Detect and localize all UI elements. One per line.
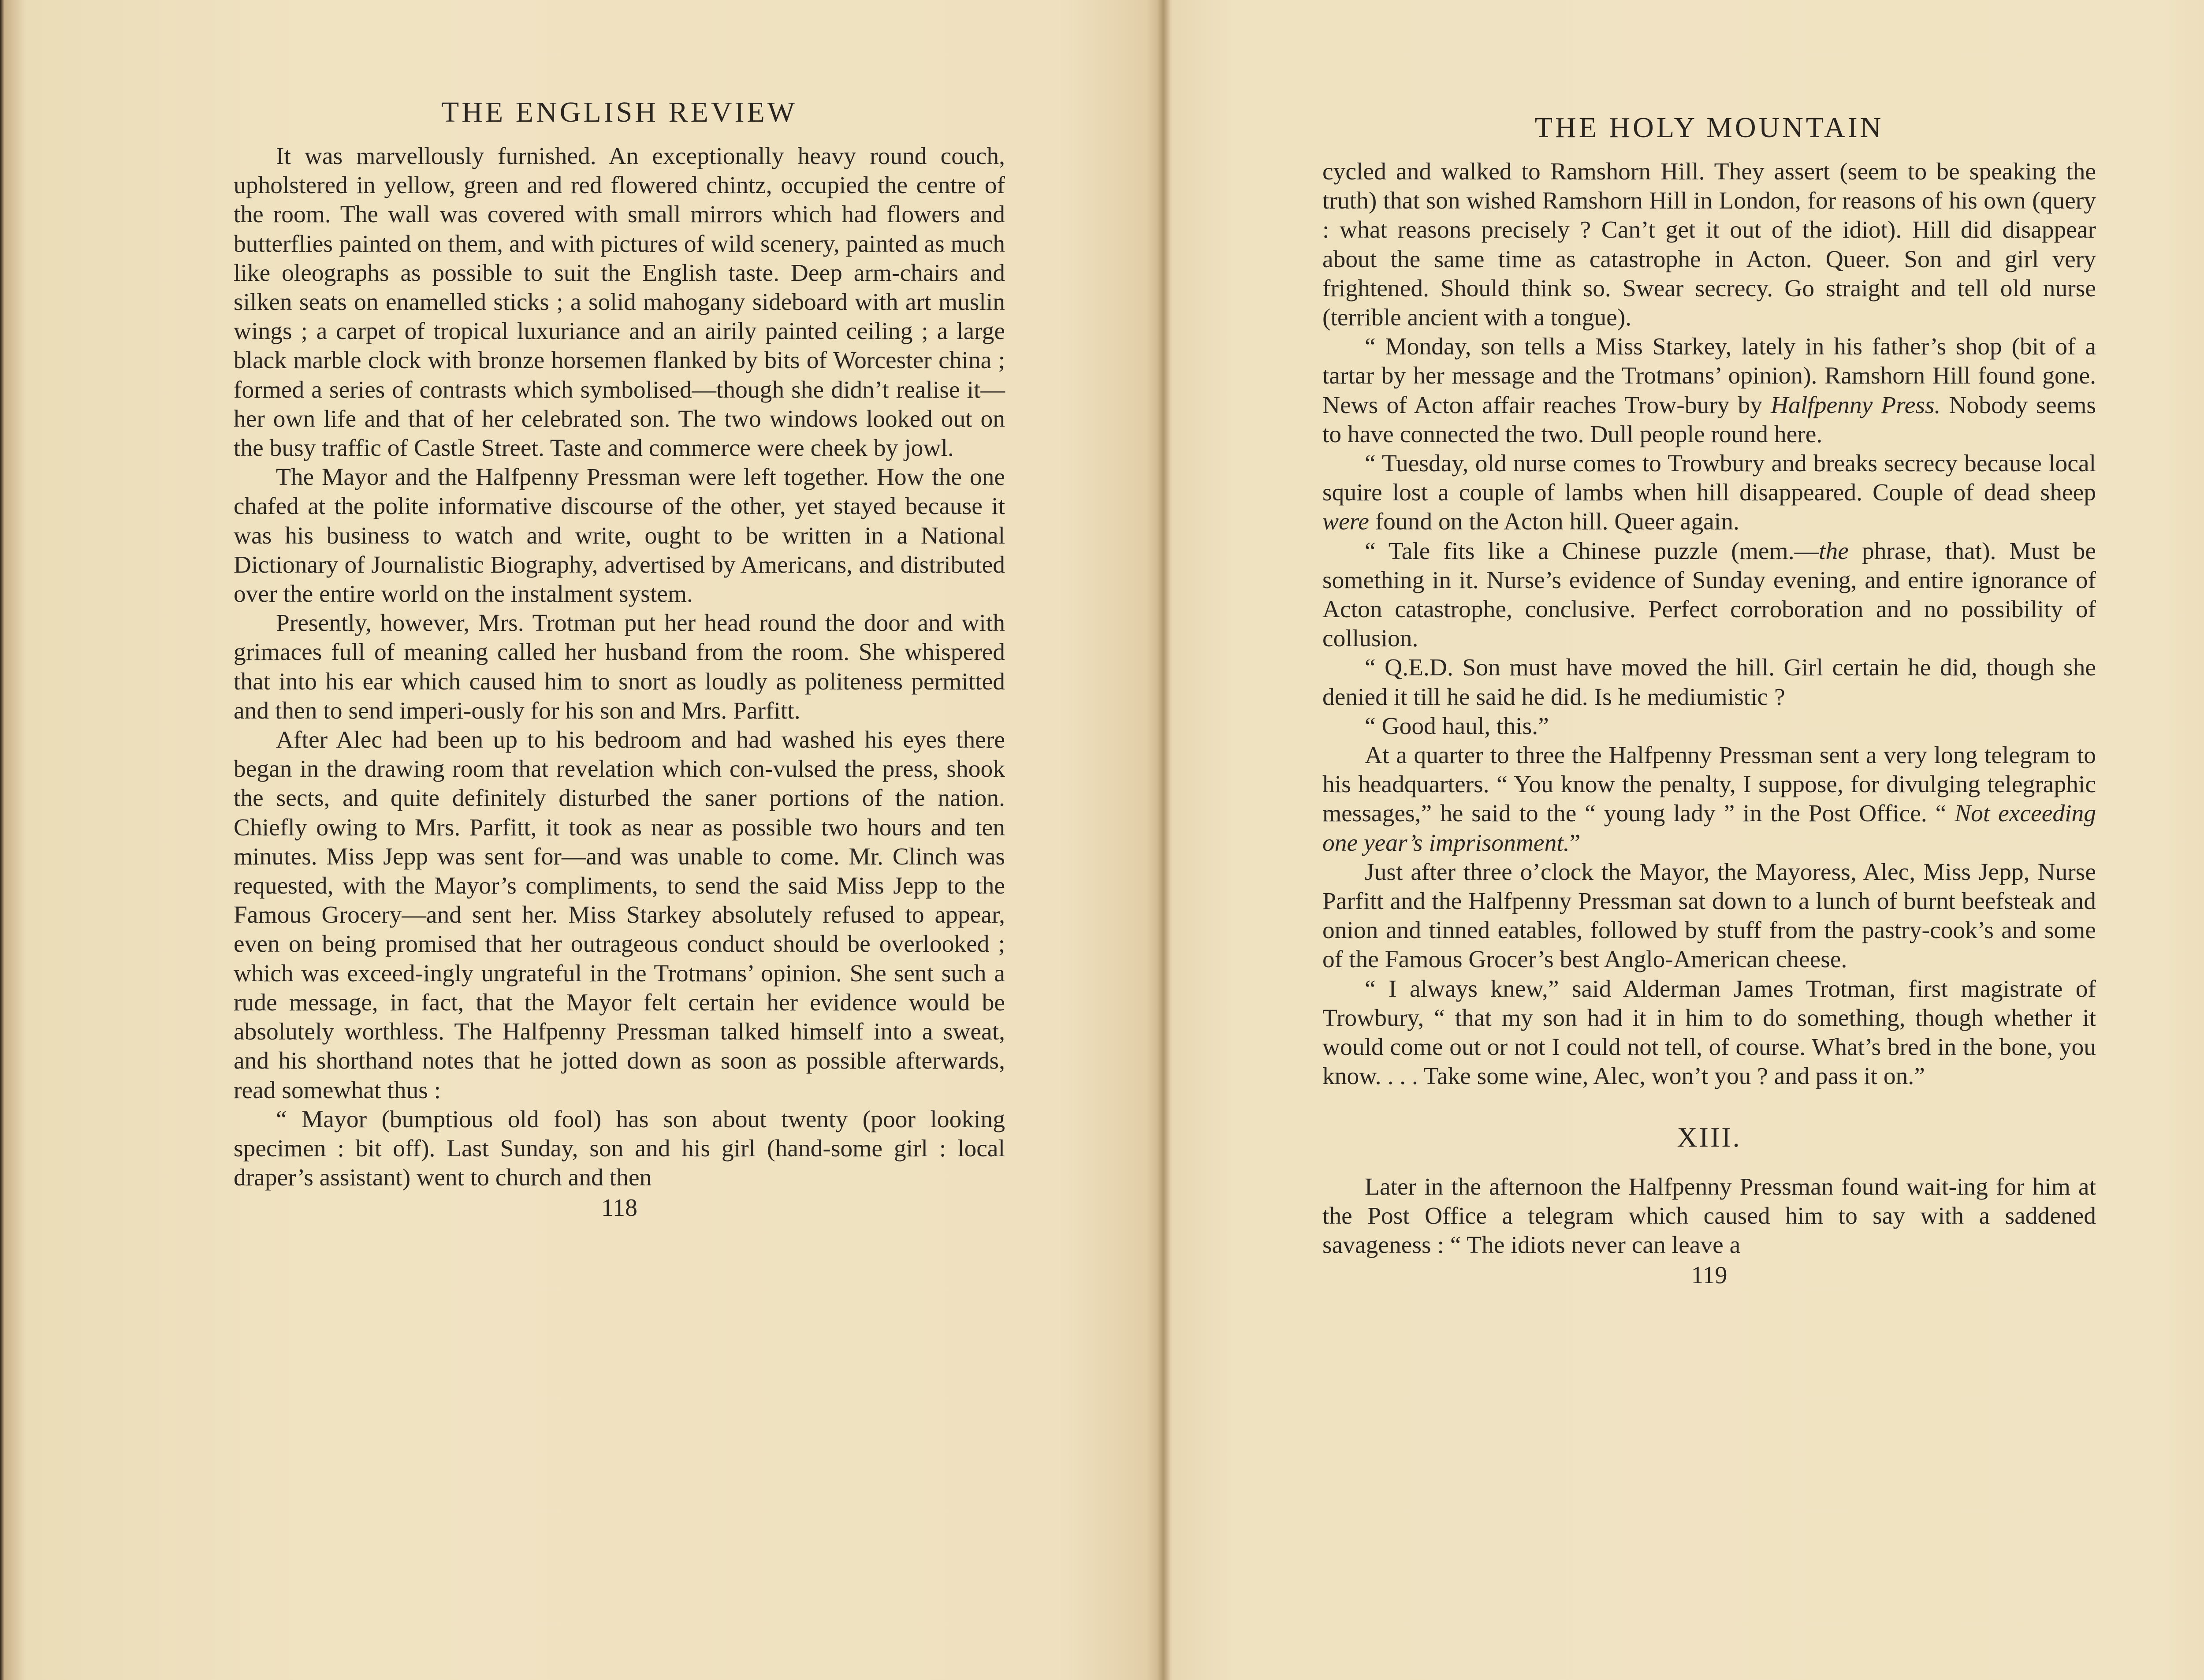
text-run: “ Tale fits like a Chinese puzzle (mem.— bbox=[1365, 537, 1819, 565]
text-run: found on the Acton hill. Queer again. bbox=[1369, 508, 1739, 536]
text-run: ” bbox=[1569, 829, 1581, 857]
paragraph: It was marvellously furnished. An exceptionally heavy round couch, upholstered in yellow, green and red flowered chintz, occupied the centre of the room. The wall was covered with small mirrors which had flowers and butterflies painted on them, and with pictures of wild scenery, painted as much like oleographs as possible to suit the English taste. Deep arm-chairs and silken seats on enamelled sticks ; a solid mahogany sideboard with art muslin wings ; a carpet of tropical luxuriance and an airily painted ceiling ; a large black marble clock with bronze horsemen flanked by bits of Worcester china ; formed a series of contrasts which symbolised—though she didn’t realise it—her own life and that of her celebrated son. The two windows looked out on the busy traffic of Castle Street. Taste and commerce were cheek by jowl. bbox=[234, 143, 1005, 462]
paragraph: “ Good haul, this.” bbox=[1365, 712, 1549, 740]
paragraph: cycled and walked to Ramshorn Hill. They assert (seem to be speaking the truth) that son wished Ramshorn Hill in London, for reasons of his own (query : what reasons precisely ? Can’t get it out of the idiot). Hill did disappear about the same time as catastrophe in Acton. Queer. Son and girl very frightened. Should think so. Swear secrecy. Go straight and tell old nurse (terrible ancient with a tongue). bbox=[1322, 158, 2096, 332]
paragraph bbox=[1322, 449, 2096, 537]
paragraph: “ Mayor (bumptious old fool) has son about twenty (poor looking specimen : bit off). Last Sunday, son and his girl (hand-some girl : local draper’s assistant) went to church and then bbox=[234, 1106, 1005, 1192]
italic-text: Halfpenny Press. bbox=[1771, 391, 1941, 419]
chapter-heading: XIII. bbox=[1677, 1121, 1742, 1153]
running-head-left: THE ENGLISH REVIEW bbox=[441, 96, 798, 128]
italic-text: the bbox=[1819, 537, 1849, 565]
paragraph: “ Q.E.D. Son must have moved the hill. Girl certain he did, though she denied it till he said he did. Is he mediumistic ? bbox=[1322, 654, 2096, 711]
text-run: “ Tuesday, old nurse comes to Trowbury and breaks secrecy because local squire lost a couple of lambs when hill disappeared. Couple of dead sheep bbox=[1322, 450, 2096, 507]
paragraph bbox=[1322, 741, 2096, 858]
paragraph: Just after three o’clock the Mayor, the Mayoress, Alec, Miss Jepp, Nurse Parfitt and the Halfpenny Pressman sat down to a lunch of burnt beefsteak and onion and tinned eatables, followed by stuff from the pastry-cook’s and some of the Famous Grocer’s best Anglo-American cheese. bbox=[1322, 858, 2096, 973]
left-page bbox=[234, 93, 1005, 1223]
running-head-right: THE HOLY MOUNTAIN bbox=[1534, 112, 1884, 144]
paragraph: Later in the afternoon the Halfpenny Pressman found wait-ing for him at the Post Office a telegram which caused him to say with a saddened savageness : “ The idiots never can leave a bbox=[1322, 1173, 2096, 1259]
italic-text: were bbox=[1322, 508, 1369, 536]
paragraph: Presently, however, Mrs. Trotman put her head round the door and with grimaces full of meaning called her husband from the room. She whispered that into his ear which caused him to snort as loudly as politeness permitted and then to send imperi-ously for his son and Mrs. Parfitt. bbox=[234, 610, 1005, 724]
paragraph bbox=[1322, 537, 2096, 654]
left-page-text bbox=[234, 142, 1005, 1192]
right-page bbox=[1322, 108, 2096, 1291]
paragraph: The Mayor and the Halfpenny Pressman were left together. How the one chafed at the polite informative discourse of the other, yet stayed because it was his business to watch and write, ought to be written in a National Dictionary of Journalistic Biography, advertised by Americans, and distributed over the entire world on the instalment system. bbox=[234, 464, 1005, 608]
paragraph: After Alec had been up to his bedroom and had washed his eyes there began in the drawing room that revelation which con-vulsed the press, shook the sects, and quite definitely disturbed the saner portions of the nation. Chiefly owing to Mrs. Parfitt, it took as near as possible two hours and ten minutes. Miss Jepp was sent for—and was unable to come. Mr. Clinch was requested, with the Mayor’s compliments, to send the said Miss Jepp to the Famous Grocery—and sent her. Miss Starkey absolutely refused to appear, even on being promised that her outrageous conduct should be overlooked ; which was exceed-ingly ungrateful in the Trotmans’ opinion. She sent such a rude message, in fact, that the Mayor felt certain her evidence would be absolutely worthless. The Halfpenny Pressman talked himself into a sweat, and his shorthand notes that he jotted down as soon as possible afterwards, read somewhat thus : bbox=[234, 726, 1005, 1104]
text-run: “ Monday, son tells a Miss Starkey, lately in his father’s shop (bit of a tartar by her message and the Trotmans’ opinion). Ramshorn Hill found gone. News of Acton affair reaches Trow-bury by bbox=[1322, 333, 2096, 419]
book-gutter bbox=[1157, 0, 1170, 1680]
paragraph bbox=[1322, 332, 2096, 449]
paragraph: “ I always knew,” said Alderman James Trotman, first magistrate of Trowbury, “ that my son had it in him to do something, though whether it would come out or not I could not tell, of course. What’s bred in the bone, you know. . . . Take some wine, Alec, won’t you ? and pass it on.” bbox=[1322, 975, 2096, 1090]
italic-text: Not exceeding one year’s imprisonment. bbox=[1322, 800, 2096, 857]
right-page-text bbox=[1322, 157, 2096, 1091]
page-number-right: 119 bbox=[1691, 1262, 1727, 1289]
text-run: Nobody seems to have connected the two. Dull people round here. bbox=[1322, 391, 2096, 448]
text-run: phrase, that). Must be something in it. Nurse’s evidence of Sunday evening, and entire ignorance of Acton catastrophe, conclusive. Perfect corroboration and no possibility of collusion. bbox=[1322, 537, 2096, 652]
right-page-text-continued bbox=[1322, 1173, 2096, 1260]
page-number-left: 118 bbox=[601, 1194, 637, 1222]
text-run: At a quarter to three the Halfpenny Pressman sent a very long telegram to his headquarters. “ You know the penalty, I suppose, for divulging telegraphic messages,” he said to the “ young lady ” in the Post Office. “ bbox=[1322, 742, 2096, 827]
